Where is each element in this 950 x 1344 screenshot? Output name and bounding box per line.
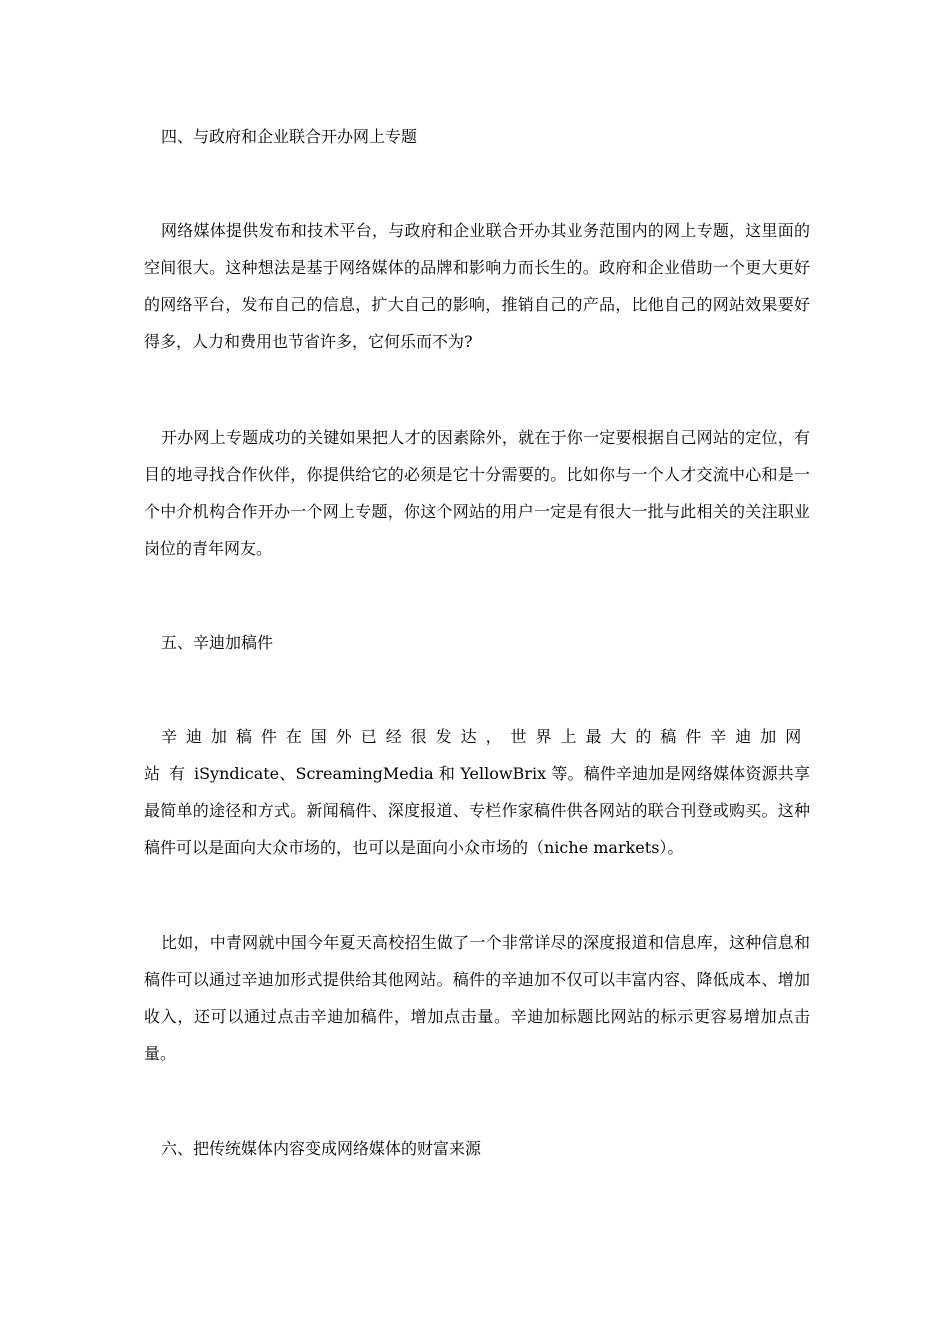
section-heading-6: 六、把传统媒体内容变成网络媒体的财富来源 bbox=[161, 1139, 482, 1158]
paragraph-4-2: 开办网上专题成功的关键如果把人才的因素除外，就在于你一定要根据自己网站的定位，有目的地寻找合作伙伴，你提供给它的必须是它十分需要的。比如你与一个人才交流中心和是一个中介机构合作开办一个网上专题，你这个网站的用户一定是有很大一批与此相关的关注职业岗位的青年网友。 bbox=[144, 428, 810, 558]
section-heading-4: 四、与政府和企业联合开办网上专题 bbox=[161, 127, 418, 146]
paragraph-5-1 bbox=[144, 718, 810, 866]
paragraph-5-2: 比如，中青网就中国今年夏天高校招生做了一个非常详尽的深度报道和信息库，这种信息和稿件可以通过辛迪加形式提供给其他网站。稿件的辛迪加不仅可以丰富内容、降低成本、增加收入，还可以通过点击辛迪加稿件，增加点击量。辛迪加标题比网站的标示更容易增加点击量。 bbox=[144, 933, 810, 1063]
paragraph-5-1-rest: iSyndicate、ScreamingMedia 和 YellowBrix 等。稿件辛迪加是网络媒体资源共享最简单的途径和方式。新闻稿件、深度报道、专栏作家稿件供各网站的联合刊登或购买。这种稿件可以是面向大众市场的，也可以是面向小众市场的（niche markets）。 bbox=[144, 764, 810, 857]
paragraph-4-1: 网络媒体提供发布和技术平台，与政府和企业联合开办其业务范围内的网上专题，这里面的空间很大。这种想法是基于网络媒体的品牌和影响力而长生的。政府和企业借助一个更大更好的网络平台，发布自己的信息，扩大自己的影响，推销自己的产品，比他自己的网站效果要好得多，人力和费用也节省许多，它何乐而不为? bbox=[144, 221, 810, 351]
paragraph-5-1-first-line: 辛迪加稿件在国外已经很发达，世界上最大的稿件辛迪加网站有 bbox=[144, 727, 810, 783]
section-heading-5: 五、辛迪加稿件 bbox=[161, 633, 274, 652]
